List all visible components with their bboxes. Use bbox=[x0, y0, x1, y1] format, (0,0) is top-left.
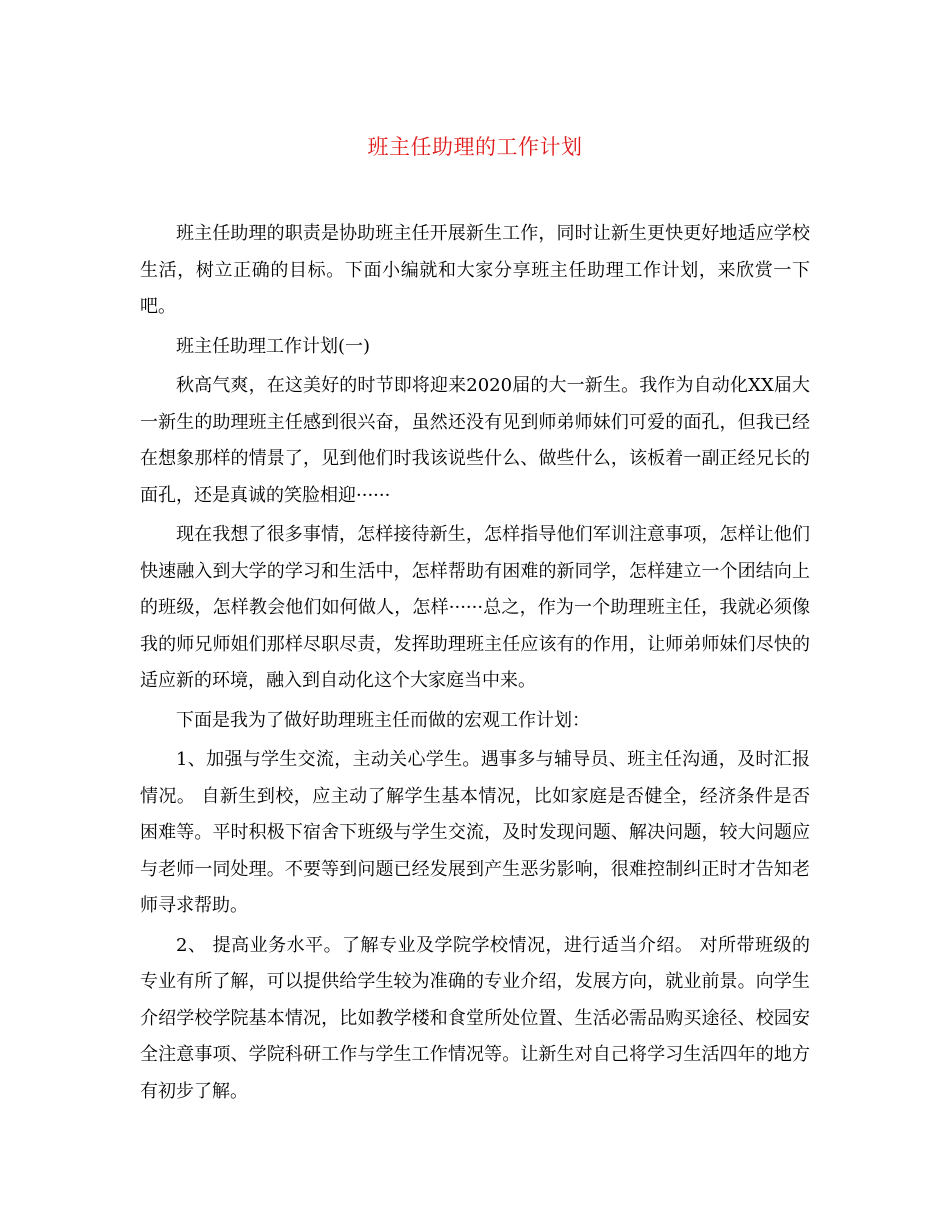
paragraph-plan-item-2: 2、 提高业务水平。了解专业及学院学校情况，进行适当介绍。 对所带班级的专业有所了解，可以提供给学生较为准确的专业介绍，发展方向，就业前景。向学生介绍学校学院基本情况，比如教学楼和食堂所处位置、生活必需品购买途径、校园安全注意事项、学院科研工作与学生工作情况等。让新生对自己将学习生活四年的地方有初步了解。 bbox=[140, 934, 810, 1102]
paragraph-plan-item-1: 1、加强与学生交流，主动关心学生。遇事多与辅导员、班主任沟通，及时汇报情况。 自新生到校，应主动了解学生基本情况，比如家庭是否健全，经济条件是否困难等。平时积极下宿舍下班级与学生交流，及时发现问题、解决问题，较大问题应与老师一同处理。不要等到问题已经发展到产生恶劣影响，很难控制纠正时才告知老师寻求帮助。 bbox=[140, 749, 810, 916]
paragraph-intro: 班主任助理的职责是协助班主任开展新生工作，同时让新生更快更好地适应学校生活，树立正确的目标。下面小编就和大家分享班主任助理工作计划，来欣赏一下吧。 bbox=[140, 223, 810, 317]
paragraph-thoughts: 现在我想了很多事情，怎样接待新生，怎样指导他们军训注意事项，怎样让他们快速融入到大学的学习和生活中，怎样帮助有困难的新同学，怎样建立一个团结向上的班级，怎样教会他们如何做人，怎样······总之，作为一个助理班主任，我就必须像我的师兄师姐们那样尽职尽责，发挥助理班主任应该有的作用，让师弟师妹们尽快的适应新的环境，融入到自动化这个大家庭当中来。 bbox=[140, 524, 810, 691]
paragraph-autumn: 秋高气爽，在这美好的时节即将迎来2020届的大一新生。我作为自动化XX届大一新生的助理班主任感到很兴奋，虽然还没有见到师弟师妹们可爱的面孔，但我已经在想象那样的情景了，见到他们时我该说些什么、做些什么，该板着一副正经兄长的面孔，还是真诚的笑脸相迎······ bbox=[140, 375, 810, 506]
document-body bbox=[140, 216, 810, 1113]
document-title: 班主任助理的工作计划 bbox=[367, 135, 583, 159]
paragraph-plan-intro: 下面是我为了做好助理班主任而做的宏观工作计划： bbox=[176, 709, 590, 731]
paragraph-section-heading: 班主任助理工作计划(一) bbox=[176, 335, 371, 357]
